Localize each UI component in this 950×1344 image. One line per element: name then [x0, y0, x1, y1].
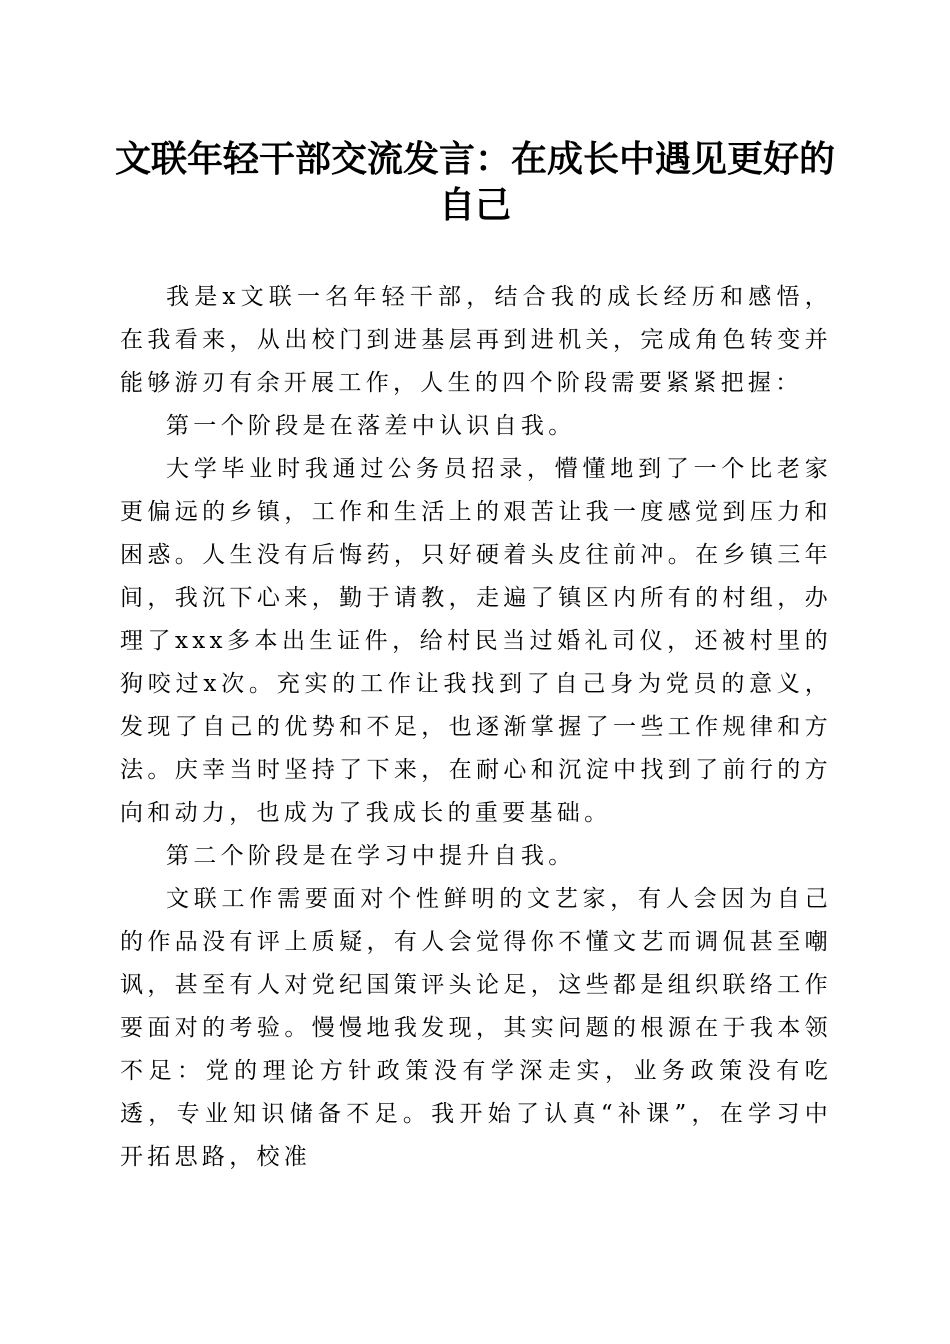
paragraph-intro: 我是x文联一名年轻干部，结合我的成长经历和感悟，在我看来，从出校门到进基层再到进机关，完成角色转变并能够游刃有余开展工作，人生的四个阶段需要紧紧把握： — [120, 284, 832, 396]
title-line-2: 自己 — [438, 184, 511, 226]
title-line-1: 文联年轻干部交流发言：在成长中遇见更好的 — [114, 138, 835, 180]
paragraph-stage-2: 文联工作需要面对个性鲜明的文艺家，有人会因为自己的作品没有评上质疑，有人会觉得你不懂文艺而调侃甚至嘲讽，甚至有人对党纪国策评头论足，这些都是组织联络工作要面对的考验。慢慢地我发现，其实问题的根源在于我本领不足：党的理论方针政策没有学深走实，业务政策没有吃透，专业知识储备不足。我开始了认真“补课”，在学习中开拓思路，校准 — [120, 886, 832, 1170]
section-heading-2: 第二个阶段是在学习中提升自我。 — [166, 843, 576, 869]
document-body — [120, 276, 832, 1179]
paragraph-stage-1: 大学毕业时我通过公务员招录，懵懂地到了一个比老家更偏远的乡镇，工作和生活上的艰苦让我一度感觉到压力和困惑。人生没有后悔药，只好硬着头皮往前冲。在乡镇三年间，我沉下心来，勤于请教，走遍了镇区内所有的村组，办理了xxx多本出生证件，给村民当过婚礼司仪，还被村里的狗咬过x次。充实的工作让我找到了自己身为党员的意义，发现了自己的优势和不足，也逐渐掌握了一些工作规律和方法。庆幸当时坚持了下来，在耐心和沉淀中找到了前行的方向和动力，也成为了我成长的重要基础。 — [120, 456, 832, 826]
section-heading-1: 第一个阶段是在落差中认识自我。 — [166, 413, 576, 439]
document-title — [100, 136, 850, 228]
